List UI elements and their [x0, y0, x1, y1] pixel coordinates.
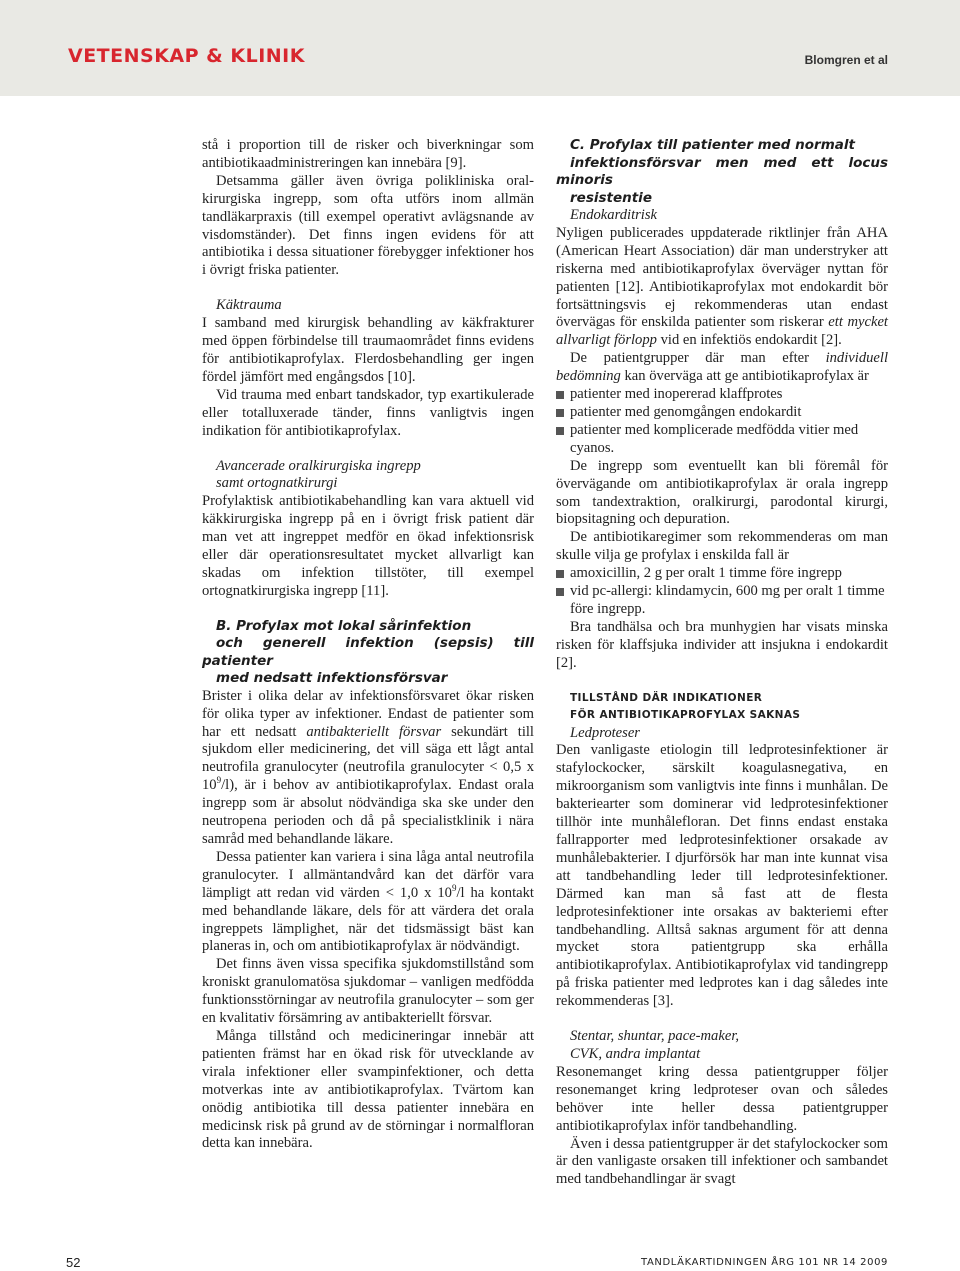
paragraph: Profylaktisk antibiotikabehandling kan vara aktuell vid käkkirurgiska ingrepp på en i övrigt frisk patient där man vet att ingreppet medför en ökad infektionsrisk eller där operationsresultatet mycket allvarligt kan skadas om infektion tillstöter, till exempel ortognatkirurgiska ingrepp [11]. [202, 493, 534, 599]
paragraph: Dessa patienter kan variera i sina låga antal neutrofila granulocyter. I allmäntandvård kan det därför vara lämpligt att redan vid värden < 1,0 x $10^9/l$ ha kontakt med behandlande läkare, dels för att värdera det orala ingreppets lämplighet, när det tidsmässigt bäst kan planeras in, och om antibiotikaprofylax är nödvändigt. [202, 848, 534, 955]
heading-c-line3: resistentie [570, 189, 652, 206]
subheading-stentar: Stentar, shuntar, pace-maker, [570, 1028, 740, 1045]
bullet-square-icon [556, 588, 564, 596]
subheading-ledproteser: Ledproteser [570, 724, 640, 741]
bullet-square-icon [556, 570, 564, 578]
paragraph: Vid trauma med enbart tandskador, typ exartikulerade eller totalluxerade tänder, finns vanligtvis ingen indikation för antibiotikaprofylax. [202, 386, 534, 439]
paragraph: Brister i olika delar av infektionsförsvaret ökar risken för olika typer av infektioner. Endast de patienter som har ett nedsatt antibakteriellt försvar sekundärt till sjukdom eller medicinering, det vill säga ett lågt antal neutrofila granulocyter (neutrofila granulocyter < 0,5 x $10^9/l$), är i behov av antibiotikaprofylax. Endast orala ingrepp som är absolut nödvändiga ska ske under den neutropena perioden och då på specialistklinik i nära samråd med behandlande läkare. [202, 687, 534, 847]
list-item: patienter med komplicerade medfödda vitier med cyanos. [556, 422, 888, 458]
subheading-avancerade: Avancerade oralkirurgiska ingrepp [216, 457, 421, 474]
heading-c-line2: infektionsförsvar men med ett locus minoris [556, 154, 888, 188]
paragraph: Även i dessa patientgrupper är det stafylockocker som är den vanligaste orsaken till infektioner och sambandet med tandbehandlingar är svagt [556, 1135, 888, 1188]
heading-caps-line1: TILLSTÅND DÄR INDIKATIONER [570, 691, 763, 704]
paragraph: stå i proportion till de risker och biverkningar som antibiotikaadministreringen kan innebära [9]. [202, 137, 534, 171]
page-number: 52 [66, 1255, 81, 1270]
bullet-square-icon [556, 391, 564, 399]
heading-caps-line2: FÖR ANTIBIOTIKAPROFYLAX SAKNAS [570, 709, 801, 722]
paragraph: Bra tandhälsa och bra munhygien har visats minska risken för klaffsjuka individer att insjukna i endokardit [2]. [556, 618, 888, 671]
paragraph: Många tillstånd och medicineringar innebär att patienten främst har en ökad risk för utvecklande av virala infektioner eller svampinfektioner, och detta motverkas inte av antibiotikaprofylax. Tvärtom kan onödig antibiotika till dessa patienter innebära en medicinsk risk på grund av de störningar i normalfloran detta kan innebära. [202, 1027, 534, 1152]
list-item: amoxicillin, 2 g per oralt 1 timme före ingrepp [556, 565, 888, 583]
subheading-endokarditrisk: Endokarditrisk [570, 207, 658, 223]
subheading-kaktrauma: Käktrauma [216, 297, 282, 314]
list-item: patienter med genomgången endokardit [556, 404, 888, 422]
paragraph: De antibiotikaregimer som rekommenderas om man skulle vilja ge profylax i enskilda fall är [556, 529, 888, 564]
subheading-cvk: CVK, andra implantat [570, 1045, 701, 1062]
section-title: VETENSKAP & KLINIK [68, 45, 305, 67]
paragraph: De patientgrupper där man efter individuell bedömning kan överväga att ge antibiotikaprofylax är [556, 350, 888, 385]
paragraph: Den vanligaste etiologin till ledprotesinfektioner är stafylockocker, särskilt koagulasnegativa, en mikroorganism som vanligtvis inte finns i munhålan. De bakteriearter som dominerar vid ledprotesinfektioner tillhör inte munhålefloran. Det finns endast enstaka fallrapporter med ledprotesinfektioner orsakade av munhålebakterier. I djurförsök har man inte kunnat visa att tandbehandling leder till ledprotesinfektioner. Därmed kan man så fast att de flesta ledprotesinfektioner inte orsakas av bakteriemi efter tandbehandling. Alltså saknas argument för att denna mycket stora patientgrupp ska erhålla antibiotikaprofylax. Antibiotikaprofylax vid tandingrepp på friska patienter med ledprotes kan i dag således inte rekommenderas [3]. [556, 742, 888, 1010]
authors: Blomgren et al [804, 53, 888, 67]
paragraph: De ingrepp som eventuellt kan bli föremål för övervägande om antibiotikaprofylax är orala ingrepp som tandextraktion, oralkirurgi, parodontal kirurgi, biopsitagning och depuration. [556, 457, 888, 528]
heading-b-line3: med nedsatt infektionsförsvar [216, 670, 448, 687]
bullet-square-icon [556, 409, 564, 417]
heading-b-line2: och generell infektion (sepsis) till patienter [202, 635, 534, 669]
paragraph: Detsamma gäller även övriga polikliniska oralkirurgiska ingrepp, som ofta utförs inom allmän tandläkarpraxis (till exempel operativt avlägsnande av visdomständer). Det finns ingen evidens för att antibiotika i dessa situationer förebygger infektioner hos i övrigt friska patienter. [202, 172, 534, 279]
left-column [202, 137, 534, 1153]
paragraph: I samband med kirurgisk behandling av käkfrakturer med öppen förbindelse till traumaområdet finns evidens för antibiotikaprofylax. Flerdosbehandling ger ingen fördel jämfört med engångsdos [10]. [202, 315, 534, 385]
paragraph: Nyligen publicerades uppdaterade riktlinjer från AHA (American Heart Association) där man understryker att riskerna med antibiotikaprofylax överväger nyttan för patienten [12]. Antibiotikaprofylax mot endokardit bör fortsättningsvis ej rekommenderas utan endast övervägas för enskilda patienter som riskerar ett mycket allvarligt förlopp vid en infektiös endokardit [2]. [556, 224, 888, 349]
right-column [556, 137, 888, 1189]
risk-group-list [556, 386, 888, 458]
list-item: vid pc-allergi: klindamycin, 600 mg per oralt 1 timme före ingrepp. [556, 583, 888, 619]
list-item: patienter med inopererad klaffprotes [556, 386, 888, 404]
heading-c-line1: C. Profylax till patienter med normalt [570, 137, 855, 153]
paragraph: Det finns även vissa specifika sjukdomstillstånd som kroniskt granulomatösa sjukdomar – vanligen medfödda funktionsstörningar av neutrofila granulocyter – som ger en kvalitativ försämring av antibakteriellt försvar. [202, 956, 534, 1027]
paragraph: Resonemanget kring dessa patientgrupper följer resonemanget kring ledproteser ovan och således behöver inte heller dessa patientgrupper antibiotikaprofylax inför tandbehandling. [556, 1063, 888, 1134]
regimen-list [556, 565, 888, 619]
heading-b-line1: B. Profylax mot lokal sårinfektion [216, 617, 472, 634]
bullet-square-icon [556, 427, 564, 435]
journal-footer: TANDLÄKARTIDNINGEN ÅRG 101 NR 14 2009 [641, 1257, 888, 1268]
subheading-ortognat: samt ortognatkirurgi [216, 475, 338, 492]
